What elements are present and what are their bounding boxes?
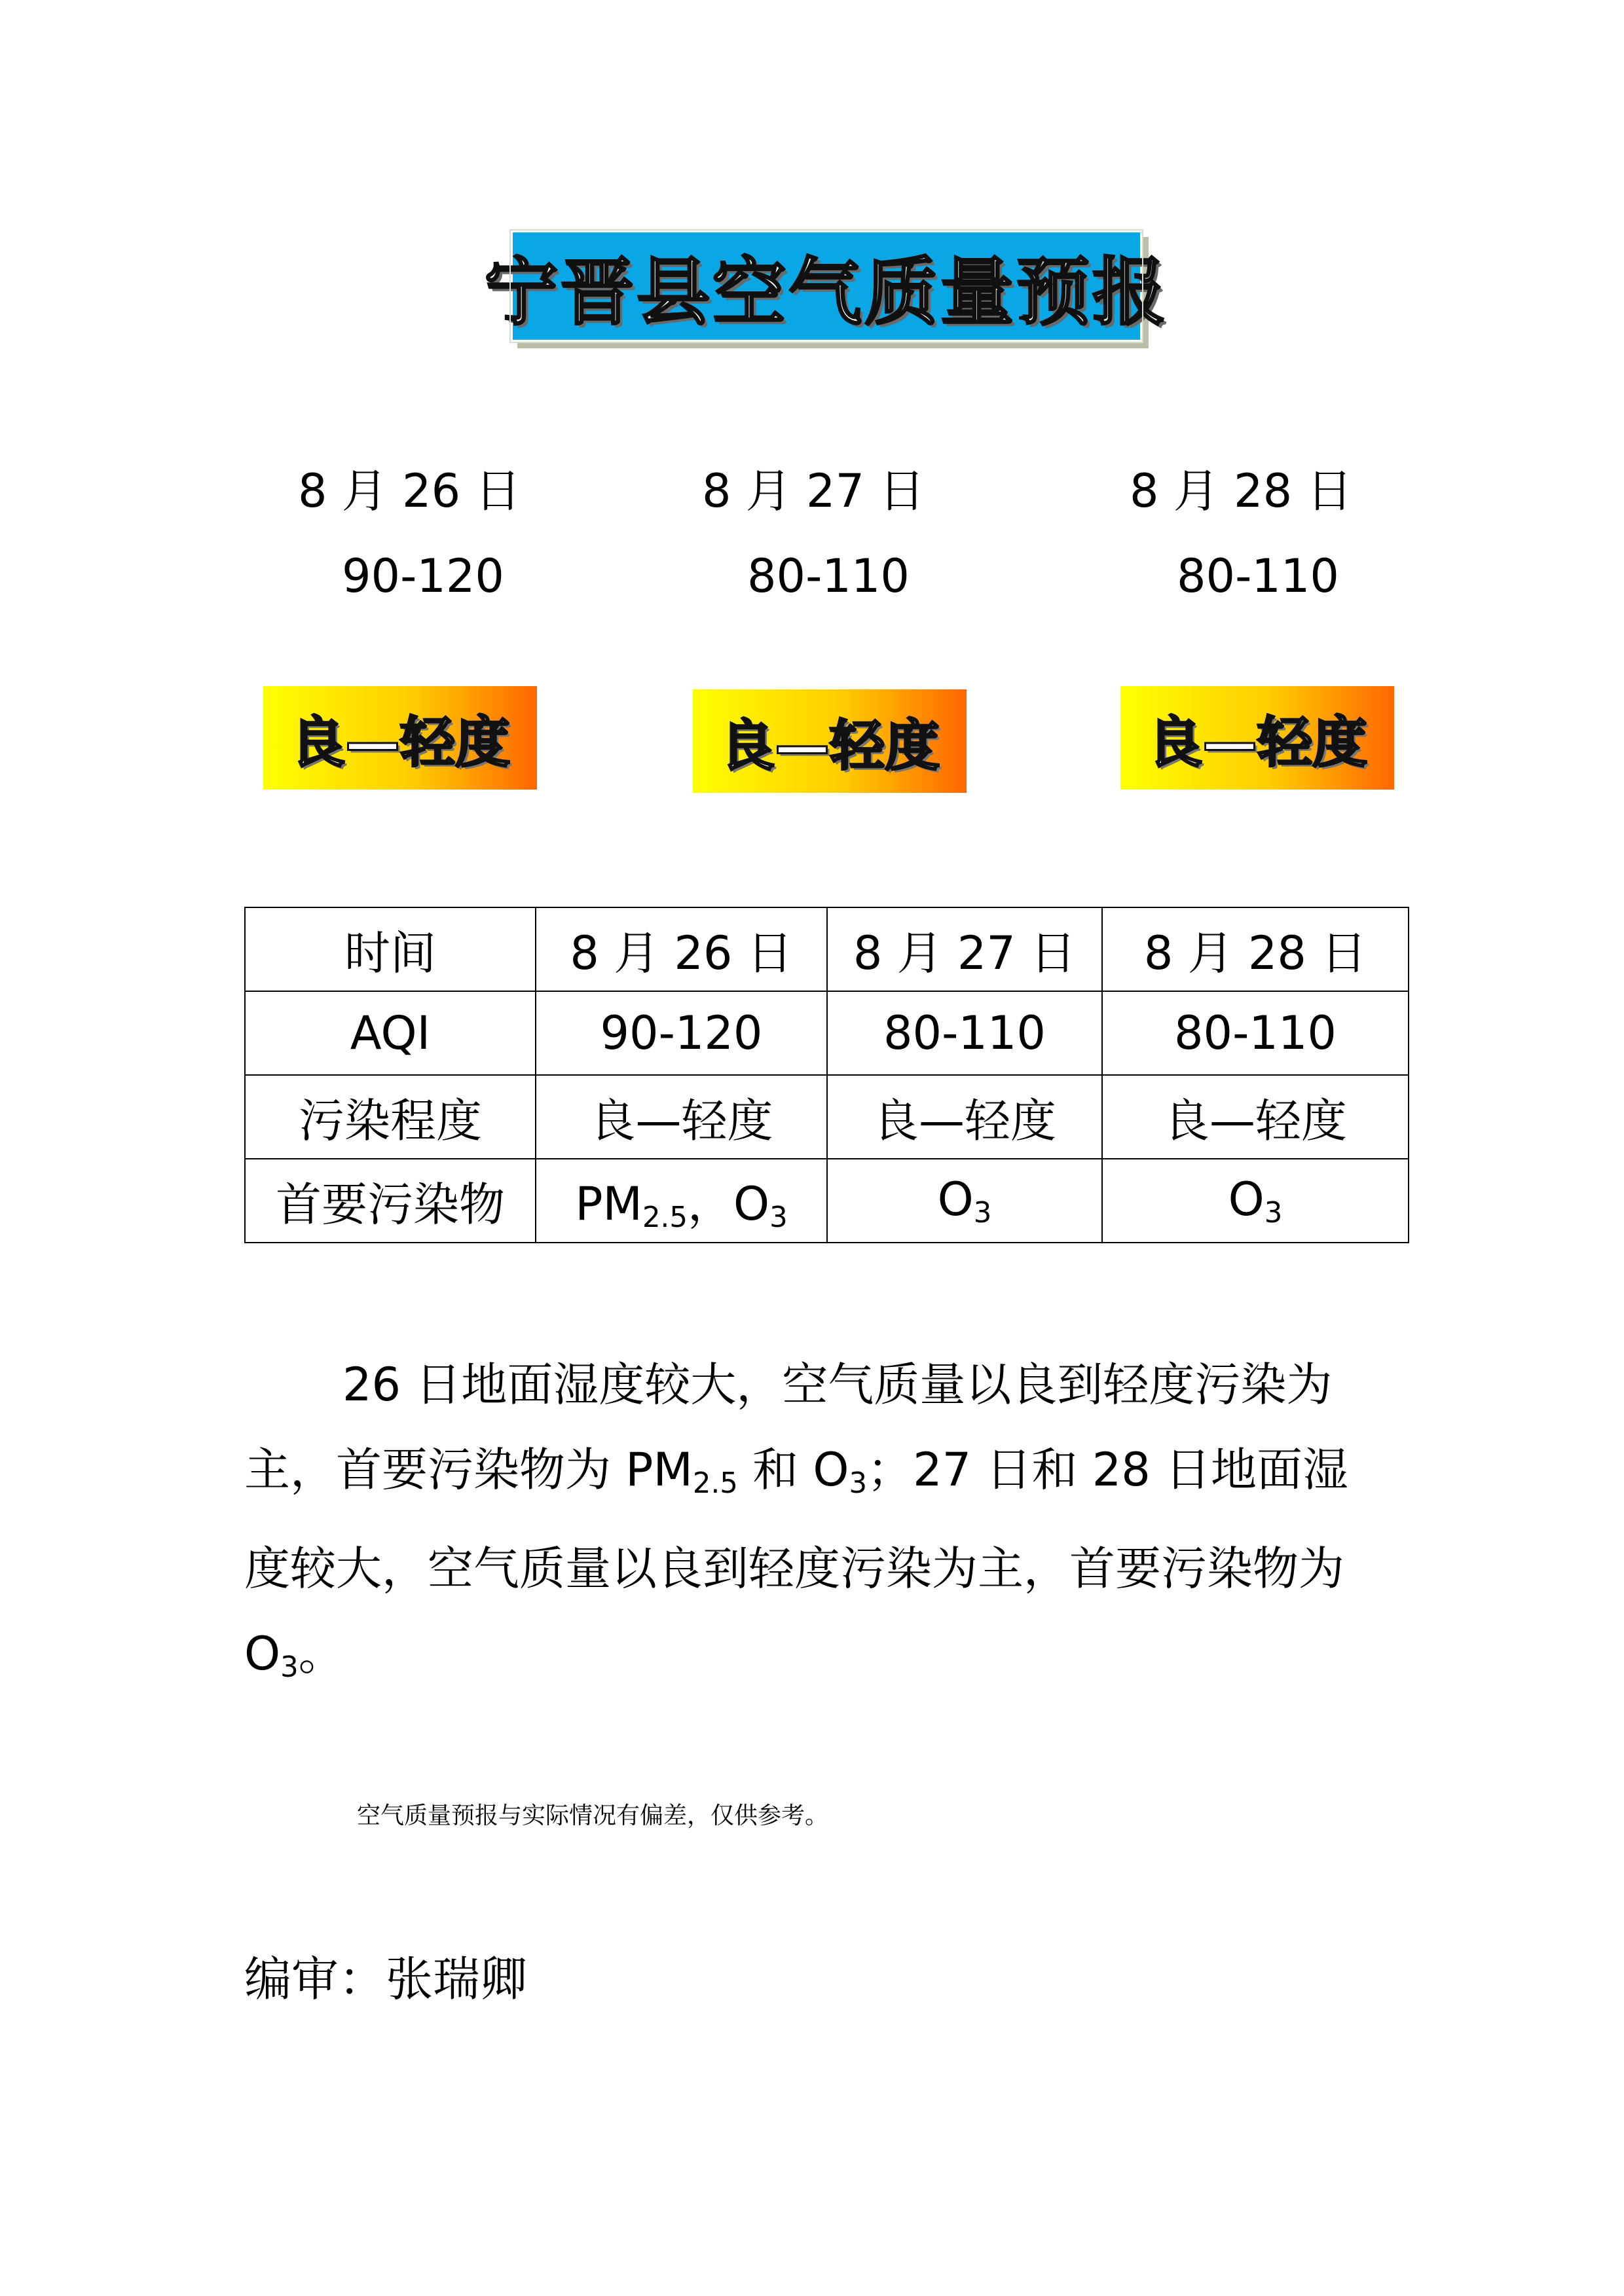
forecast-date: 8 月 28 日 xyxy=(1130,464,1353,518)
table-cell: 良—轻度 xyxy=(1102,1075,1409,1159)
forecast-date: 8 月 27 日 xyxy=(702,464,925,518)
forecast-date: 8 月 26 日 xyxy=(298,464,521,518)
aqi-table xyxy=(244,907,1409,1243)
table-cell: 90-120 xyxy=(536,991,827,1075)
table-row-label: 首要污染物 xyxy=(245,1159,536,1243)
page-title: 宁晋县空气质量预报 xyxy=(485,249,1168,335)
table-cell: $O_3$ xyxy=(827,1159,1102,1243)
table-header-cell: 8 月 26 日 xyxy=(536,907,827,991)
table-row-aqi xyxy=(245,991,1409,1075)
table-cell: 80-110 xyxy=(827,991,1102,1075)
level-badge-text: 良—轻度 xyxy=(719,713,940,778)
level-badge-day-3 xyxy=(1120,686,1394,790)
table-header-row xyxy=(245,907,1409,991)
table-cell: 良—轻度 xyxy=(536,1075,827,1159)
forecast-aqi: 80-110 xyxy=(747,549,910,603)
table-cell: $PM_{2.5}$，$O_3$ xyxy=(536,1159,827,1243)
editor-credit: 编审：张瑞卿 xyxy=(244,1952,528,2007)
table-cell: 80-110 xyxy=(1102,991,1409,1075)
forecast-description-text: 26 日地面湿度较大，空气质量以良到轻度污染为主，首要污染物为 $PM_{2.5}$ 和 $O_3$；27 日和 28 日地面湿度较大，空气质量以良到轻度污染为主，首要污染物为 $O_3$。 xyxy=(244,1358,1349,1684)
level-badge-day-1 xyxy=(263,686,537,790)
table-cell: 良—轻度 xyxy=(827,1075,1102,1159)
disclaimer-note: 空气质量预报与实际情况有偏差，仅供参考。 xyxy=(357,1802,829,1829)
level-badge-day-2 xyxy=(693,689,967,793)
table-row-label: AQI xyxy=(245,991,536,1075)
forecast-aqi: 90-120 xyxy=(342,549,504,603)
forecast-description xyxy=(244,1342,1371,1710)
table-cell: $O_3$ xyxy=(1102,1159,1409,1243)
level-badge-text: 良—轻度 xyxy=(1147,710,1367,774)
title-banner xyxy=(485,230,1168,348)
table-row-pollutant xyxy=(245,1159,1409,1243)
table-row-pollution xyxy=(245,1075,1409,1159)
forecast-aqi: 80-110 xyxy=(1177,549,1339,603)
table-header-cell: 8 月 28 日 xyxy=(1102,907,1409,991)
title-box xyxy=(485,230,1168,342)
level-badge-text: 良—轻度 xyxy=(289,710,510,774)
table-header-cell: 8 月 27 日 xyxy=(827,907,1102,991)
table-row-label: 污染程度 xyxy=(245,1075,536,1159)
table-header-cell: 时间 xyxy=(245,907,536,991)
